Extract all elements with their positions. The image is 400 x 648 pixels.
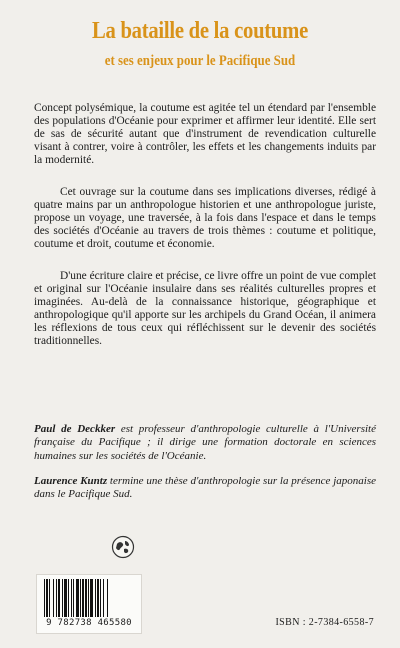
globe-publisher-logo-icon — [111, 535, 135, 559]
author-description-2: termine une thèse d'anthropologie sur la présence japonaise dans le Pacifique Sud. — [34, 475, 376, 501]
book-subtitle: et ses enjeux pour le Pacifique Sud — [104, 53, 296, 69]
barcode-bars — [43, 579, 135, 617]
author-name-1: Paul de Deckker — [34, 423, 116, 435]
book-title: La bataille de la coutume — [91, 18, 308, 44]
barcode — [36, 574, 142, 634]
blurb-paragraph-3: D'une écriture claire et précise, ce livre offre un point de vue complet et original sur l'Océanie insulaire dans ses réalités culturelles propres et imaginées. Au-delà de la connaissance historique, géographique et anthropologique qu'il apporte sur les archipels du Grand Océan, il animera les réflexions de tous ceux qui réfléchissent sur le devenir des sociétés traditionnelles. — [34, 270, 376, 348]
author-bio-1 — [34, 423, 376, 463]
isbn-label: ISBN : 2-7384-6558-7 — [275, 617, 374, 628]
barcode-number: 9 782738 465580 — [46, 618, 132, 628]
blurb-paragraph-1: Concept polysémique, la coutume est agitée tel un étendard par l'ensemble des populations d'Océanie pour exprimer et affirmer leur identité. Elle sert de sas de sécurité autant que d'instrument de revendication culturelle visant à contrer, voire à contrôler, les effets et les changements induits par la modernité. — [34, 102, 376, 167]
author-bio-2 — [34, 475, 376, 502]
blurb-paragraph-2: Cet ouvrage sur la coutume dans ses implications diverses, rédigé à quatre mains par un anthropologue historien et une anthropologue juriste, propose un voyage, une traversée, à la fois dans l'espace et dans le temps des sociétés d'Océanie au travers de trois thèmes : coutume et politique, coutume et droit, coutume et économie. — [34, 186, 376, 251]
author-name-2: Laurence Kuntz — [34, 475, 108, 487]
author-description-1: est professeur d'anthropologie culturelle à l'Université française du Pacifique ; il dirige une formation doctorale en sciences humaines sur les sociétés de l'Océanie. — [34, 423, 376, 462]
